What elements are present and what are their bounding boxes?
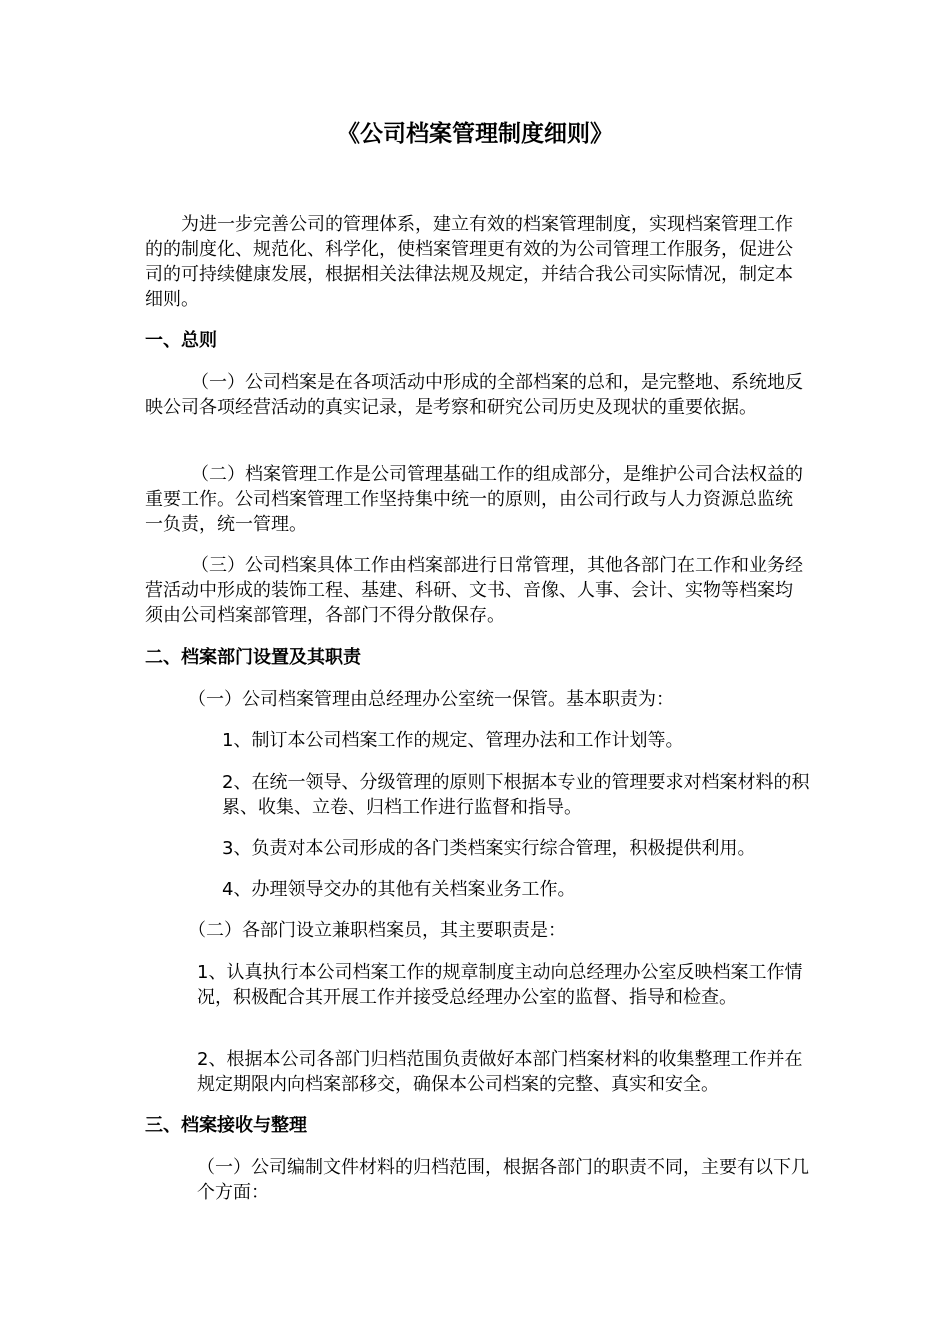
document-title: 《公司档案管理制度细则》	[337, 121, 613, 147]
general-clause-3: （三）公司档案具体工作由档案部进行日常管理，其他各部门在工作和业务经营活动中形成的装饰工程、基建、科研、文书、音像、人事、会计、实物等档案均须由公司档案部管理，各部门不得分散保存。	[145, 555, 803, 626]
duty-item-2: 2、在统一领导、分级管理的原则下根据本专业的管理要求对档案材料的积累、收集、立卷、归档工作进行监督和指导。	[222, 772, 810, 818]
departments-subsection-1: （一）公司档案管理由总经理办公室统一保管。基本职责为：	[188, 689, 674, 710]
archivist-duty-2: 2、根据本公司各部门归档范围负责做好本部门档案材料的收集整理工作并在规定期限内向档案部移交，确保本公司档案的完整、真实和安全。	[197, 1049, 803, 1095]
duty-item-3: 3、负责对本公司形成的各门类档案实行综合管理，积极提供利用。	[222, 838, 756, 859]
section-heading-receiving: 三、档案接收与整理	[145, 1115, 307, 1136]
archivist-duty-1: 1、认真执行本公司档案工作的规章制度主动向总经理办公室反映档案工作情况，积极配合其开展工作并接受总经理办公室的监督、指导和检查。	[197, 962, 803, 1008]
intro-paragraph: 为进一步完善公司的管理体系，建立有效的档案管理制度，实现档案管理工作的的制度化、规范化、科学化，使档案管理更有效的为公司管理工作服务，促进公司的可持续健康发展，根据相关法律法规及规定，并结合我公司实际情况，制定本细则。	[145, 214, 793, 310]
receiving-subsection-1: （一）公司编制文件材料的归档范围，根据各部门的职责不同，主要有以下几个方面：	[197, 1157, 809, 1203]
general-clause-2: （二）档案管理工作是公司管理基础工作的组成部分，是维护公司合法权益的重要工作。公司档案管理工作坚持集中统一的原则，由公司行政与人力资源总监统一负责，统一管理。	[145, 464, 803, 535]
duty-item-4: 4、办理领导交办的其他有关档案业务工作。	[222, 879, 576, 900]
duty-item-1: 1、制订本公司档案工作的规定、管理办法和工作计划等。	[222, 730, 684, 751]
departments-subsection-2: （二）各部门设立兼职档案员，其主要职责是：	[188, 920, 566, 941]
section-heading-general: 一、总则	[145, 330, 217, 351]
section-heading-departments: 二、档案部门设置及其职责	[145, 647, 361, 668]
general-clause-1: （一）公司档案是在各项活动中形成的全部档案的总和，是完整地、系统地反映公司各项经营活动的真实记录，是考察和研究公司历史及现状的重要依据。	[145, 372, 803, 418]
